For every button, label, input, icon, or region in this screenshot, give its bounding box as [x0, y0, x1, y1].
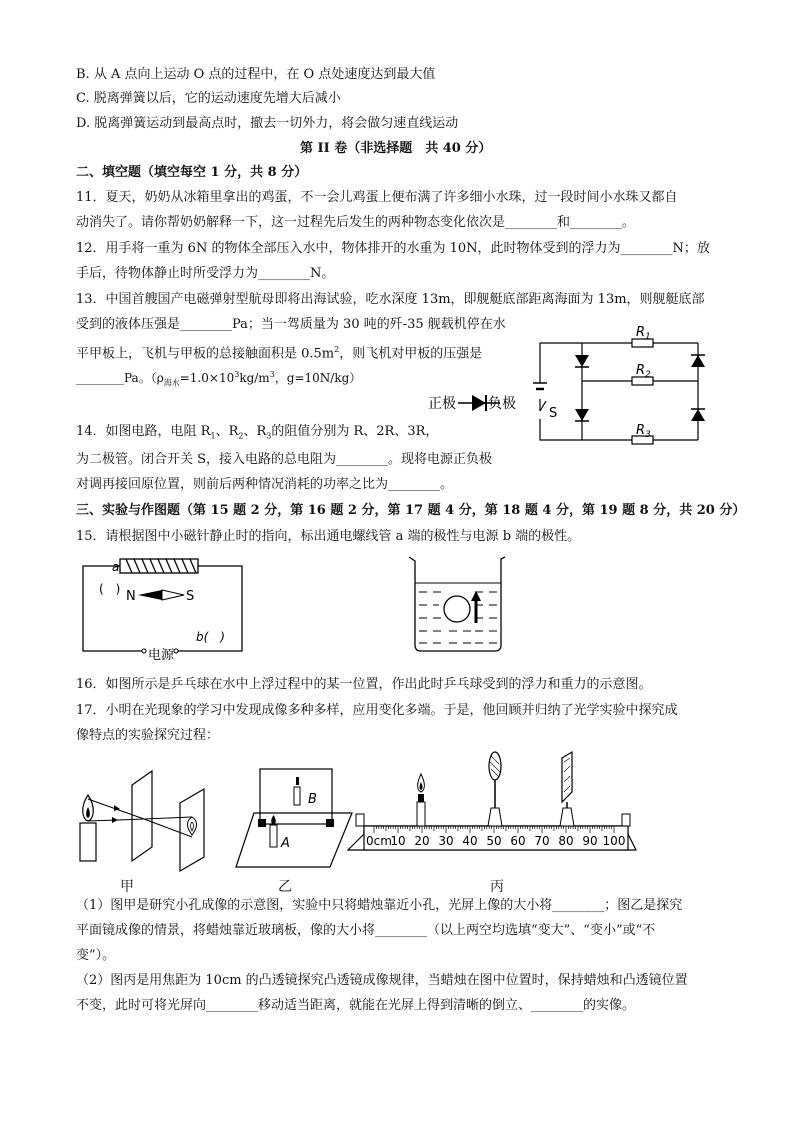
figure-yi-label: 乙 — [278, 879, 292, 895]
figure-bing-label: 丙 — [490, 879, 504, 895]
q13-line4: ________Pa。（$\rho_{海水}=1.0\times 10^3kg/m^3$，g=10N/kg） — [76, 370, 362, 388]
solenoid-a-label: a — [112, 560, 120, 574]
source-b-label: b( ) — [196, 630, 225, 644]
solenoid-a-paren: ( ) — [99, 582, 121, 596]
label-a: A — [281, 836, 290, 851]
q12-line2: 手后，待物体静止时所受浮力为________N。 — [76, 266, 335, 281]
diode-right-top — [691, 355, 705, 367]
label-b: B — [308, 792, 317, 807]
diode-symbol — [472, 395, 486, 411]
ruler-tick-label: 20 — [414, 834, 430, 848]
circuit-diagram — [530, 325, 730, 445]
q17-line2: 像特点的实验探究过程： — [76, 728, 220, 743]
r2-label: $R_2$ — [636, 363, 651, 380]
ruler-tick-label: 90 — [582, 834, 598, 848]
table-surface — [236, 813, 352, 867]
solenoid-diagram — [80, 555, 250, 665]
q13-line3: 平甲板上，飞机与甲板的总接触面积是 $0.5m^2$，则飞机对甲板的压强是 — [76, 345, 483, 362]
q13-line1: 13．中国首艘国产电磁弹射型航母即将出海试验，吃水深度 13m，即舰艇底部距离海面为 13m，则舰艇底部 — [76, 292, 705, 307]
section-exp-title: 三、实验与作图题（第 15 题 2 分，第 16 题 2 分，第 17 题 4 分，第 18 题 4 分，第 19 题 8 分，共 20 分） — [76, 503, 746, 518]
part2-title: 第 II 卷（非选择题 共 40 分） — [300, 141, 492, 156]
compass-needle-north — [138, 590, 162, 600]
option-b: B. 从 A 点向上运动 O 点的过程中，在 O 点处速度达到最大值 — [76, 67, 436, 82]
ping-pong-ball — [444, 596, 470, 622]
figure-yi-plane-mirror — [234, 765, 354, 870]
r1-label: $R_1$ — [636, 325, 651, 342]
figure-jia-pinhole — [76, 765, 216, 875]
section-fill-title: 二、填空题（填空每空 1 分，共 8 分） — [76, 165, 308, 180]
beaker-diagram — [405, 555, 515, 655]
needle-n-label: N — [126, 589, 136, 604]
q11-line2: 动消失了。请你帮奶奶解释一下，这一过程先后发生的两种物态变化依次是________和________。 — [76, 215, 636, 230]
q15-text: 15．请根据图中小磁针静止时的指向，标出通电螺线管 a 端的极性与电源 b 端的极性。 — [76, 529, 581, 544]
candle-a — [270, 825, 277, 847]
switch-label: S — [549, 406, 558, 421]
diode-left-top — [575, 355, 589, 367]
ruler-tick-label: 40 — [462, 834, 478, 848]
q14-line1: 14．如图电路，电阻 $R_1$、$R_2$、$R_3$的阻值分别为 R、2R、3R， — [76, 424, 439, 441]
needle-s-label: S — [186, 589, 195, 604]
power-source-label: 电源 — [148, 648, 175, 663]
q17-1-line1: （1）图甲是研究小孔成像的示意图，实验中只将蜡烛靠近小孔，光屏上像的大小将________；图乙是探究 — [76, 898, 683, 913]
q14-line2: 为二极管。闭合开关 S，接入电路的总电阻为________。现将电源正负极 — [76, 452, 493, 467]
diode-right-bottom — [691, 409, 705, 421]
q17-2-line2: 不变，此时可将光屏向________移动适当距离，就能在光屏上得到清晰的倒立、________的实像。 — [76, 998, 636, 1013]
diode-legend — [428, 392, 528, 416]
light-screen — [560, 752, 574, 826]
ruler-tick-label: 100 — [602, 834, 626, 848]
ruler-tick-label: 0cm — [366, 834, 392, 848]
q16-text: 16．如图所示是乒乓球在水中上浮过程中的某一位置，作出此时乒乓球受到的浮力和重力的示意图。 — [76, 677, 652, 692]
q13-line2: 受到的液体压强是________Pa；当一驾质量为 30 吨的歼-35 舰载机停在水 — [76, 317, 506, 332]
ruler-tick-label: 70 — [534, 834, 550, 848]
q17-1-line2: 平面镜成像的情景，将蜡烛靠近玻璃板，像的大小将________（以上两空均选填“变大”、“变小”或“不 — [76, 923, 656, 938]
q17-2-line1: （2）图丙是用焦距为 10cm 的凸透镜探究凸透镜成像规律，当蜡烛在图中位置时，保持蜡烛和凸透镜位置 — [76, 973, 688, 988]
q17-1-line3: 变”）。 — [76, 948, 116, 963]
candle-jia — [80, 823, 96, 861]
diode-positive-label: 正极 — [428, 396, 456, 412]
q17-line1: 17．小明在光现象的学习中发现成像多种多样，应用变化多端。于是，他回顾并归纳了光学实验中探究成 — [76, 703, 678, 718]
figure-bing-optical-bench — [346, 752, 638, 862]
ruler-tick-label: 80 — [558, 834, 574, 848]
r3-label: $R_3$ — [636, 423, 651, 440]
diode-negative-label: 负极 — [488, 396, 516, 412]
q12-line1: 12．用手将一重为 6N 的物体全部压入水中，物体排开的水重为 10N，此时物体受到的浮力为________N；放 — [76, 241, 710, 256]
candle-bing — [417, 774, 425, 826]
candle-b — [294, 787, 300, 805]
ruler-tick-label: 30 — [438, 834, 454, 848]
ruler-tick-label: 50 — [486, 834, 502, 848]
screen-jia — [180, 789, 204, 871]
ruler-tick-label: 10 — [390, 834, 406, 848]
option-c: C. 脱离弹簧以后，它的运动速度先增大后减小 — [76, 91, 341, 106]
convex-lens — [488, 752, 502, 826]
option-d: D. 脱离弹簧运动到最高点时，撤去一切外力，将会做匀速直线运动 — [76, 116, 459, 131]
q11-line1: 11．夏天，奶奶从冰箱里拿出的鸡蛋，不一会儿鸡蛋上便布满了许多细小水珠，过一段时间小水珠又都自 — [76, 190, 678, 205]
diode-left-bottom — [575, 409, 589, 421]
ruler-tick-label: 60 — [510, 834, 526, 848]
figure-jia-label: 甲 — [120, 879, 134, 895]
q14-line3: 对调再接回原位置，则前后两种情况消耗的功率之比为________。 — [76, 477, 454, 492]
